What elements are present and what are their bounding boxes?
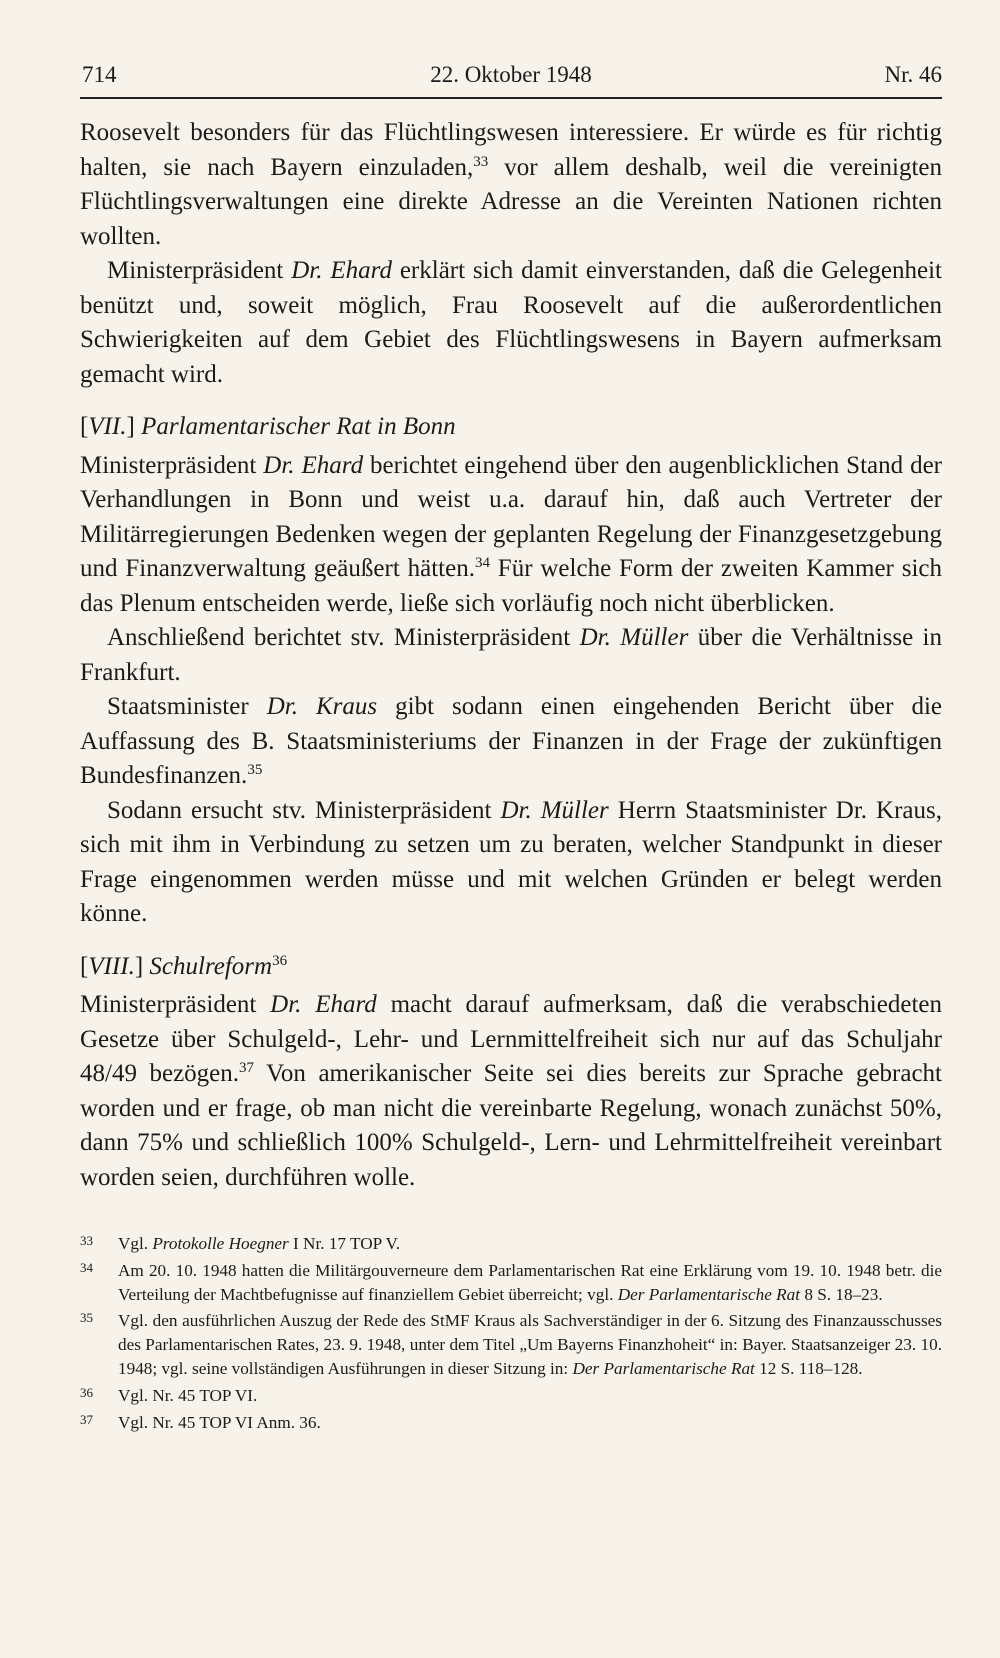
running-head: [80, 54, 942, 94]
document-number: Nr. 46: [884, 62, 942, 87]
footnote-number: 35: [80, 1310, 93, 1326]
person-name: Dr. Ehard: [291, 257, 392, 284]
paragraph-schulreform: [80, 988, 942, 1195]
text-run: Herrn Staatsminister Dr. Kraus, sich mit ihm in Verbindung zu setzen um zu beraten, welcher Standpunkt in dieser Frage eingenommen werden müsse und mit welchen Gründen er belegt werden könne.: [80, 796, 942, 927]
person-name: Dr. Müller: [500, 796, 609, 824]
text-run: Staatsminister: [107, 693, 267, 720]
footnote-text: 8 S. 18–23.: [800, 1284, 883, 1304]
page-number: 714: [82, 62, 117, 87]
footnote-citation: Der Parlamentarische Rat: [572, 1358, 755, 1378]
header-rule: [80, 97, 942, 99]
bracket: [: [80, 413, 89, 440]
section-title: Parlamentarischer Rat in Bonn: [141, 413, 456, 440]
footnote-text: Vgl. den ausführlichen Auszug der Rede des StMF Kraus als Sachverständiger in der 6. Sitzung des Finanzausschusses des Parlamentarischen Rates, 23. 9. 1948, unter dem Titel „Um Bayerns Finanzhoheit“ in: Bayer. Staatsanzeiger 23. 10. 1948; vgl. seine vollständigen Ausführungen in dieser Sitzung in:: [118, 1311, 942, 1378]
person-name: Dr. Kraus: [266, 693, 378, 720]
text-run: Anschließend berichtet stv. Ministerpräsident: [107, 624, 580, 651]
person-name: Dr. Ehard: [263, 451, 364, 479]
section-title: Schulreform: [149, 952, 273, 980]
section-number: VIII.: [88, 952, 135, 980]
paragraph-roosevelt: [80, 116, 942, 254]
text-run: Ministerpräsident: [107, 257, 292, 284]
bracket: ]: [126, 413, 142, 440]
footnote-number: 33: [80, 1233, 93, 1248]
section-number: VII.: [88, 413, 127, 440]
footnotes: [80, 1232, 942, 1437]
paragraph-ehard-consent: [80, 254, 942, 392]
footnote-35: [80, 1309, 942, 1380]
text-run: Ministerpräsident: [80, 991, 271, 1018]
header-date: 22. Oktober 1948: [430, 62, 592, 87]
section-heading-viii: [80, 950, 942, 985]
footnote-number: 37: [80, 1411, 93, 1427]
paragraph-frankfurt: [80, 621, 942, 690]
footnote-text: Am 20. 10. 1948 hatten die Militärgouverneure dem Parlamentarischen Rat eine Erklärung vom 19. 10. 1948 betr. die Verteilung der Machtbefugnisse auf finanziellem Gebiet überreicht; vgl.: [118, 1260, 942, 1304]
footnote-33: [80, 1232, 942, 1256]
section-heading-vii: [80, 410, 942, 445]
footnote-36: [80, 1384, 942, 1408]
text-run: Roosevelt besonders für das Flüchtlingswesen interessiere. Er würde es für richtig halten, sie nach Bayern einzuladen,: [80, 119, 942, 181]
footnote-ref-35[interactable]: 35: [247, 762, 263, 778]
text-run: Ministerpräsident: [80, 451, 264, 479]
text-run: berichtet eingehend über den augenblicklichen Stand der Verhandlungen in Bonn und weist u.a. darauf hin, daß auch Vertreter der Militärregierungen Bedenken wegen der geplanten Regelung der Finanzgesetzgebung und Finanzverwaltung geäußert hätten.: [80, 451, 942, 582]
footnote-number: 34: [80, 1259, 93, 1275]
footnote-ref-33[interactable]: 33: [473, 153, 489, 170]
document-page: [80, 0, 942, 1658]
text-run: Für welche Form der zweiten Kammer sich das Plenum entscheiden werde, ließe sich vorläufig noch nicht überblicken.: [80, 555, 942, 617]
footnote-citation: Protokolle Hoegner: [152, 1234, 289, 1253]
footnote-number: 36: [80, 1384, 93, 1400]
footnote-34: [80, 1259, 942, 1307]
paragraph-bonn-report: [80, 449, 942, 622]
main-text: [80, 116, 942, 1195]
person-name: Dr. Müller: [579, 624, 689, 651]
footnote-37: [80, 1411, 942, 1435]
paragraph-mueller-request: [80, 794, 942, 932]
footnote-citation: Der Parlamentarische Rat: [617, 1284, 801, 1304]
person-name: Dr. Ehard: [270, 991, 377, 1018]
text-run: Von amerikanischer Seite sei dies bereits zur Sprache gebracht worden und er frage, ob man nicht die vereinbarte Regelung, wonach zunächst 50%, dann 75% und schließlich 100% Schulgeld-, Lern- und Lehrmittelfreiheit vereinbart worden seien, durchführen wolle.: [80, 1060, 942, 1191]
text-run: vor allem deshalb, weil die vereinigten Flüchtlingsverwaltungen eine direkte Adresse an die Vereinten Nationen richten wollten.: [80, 153, 942, 250]
text-run: Sodann ersucht stv. Ministerpräsident: [107, 796, 501, 824]
bracket: ]: [134, 952, 150, 980]
text-run: über die Verhältnisse in Frankfurt.: [80, 624, 942, 686]
text-run: macht darauf aufmerksam, daß die verabschiedeten Gesetze über Schulgeld-, Lehr- und Lernmittelfreiheit sich nur auf das Schuljahr 48/49 bezögen.: [80, 991, 942, 1087]
paragraph-kraus-report: [80, 690, 942, 794]
footnote-text: Vgl.: [118, 1234, 153, 1253]
footnote-ref-36[interactable]: 36: [272, 952, 288, 969]
footnote-ref-37[interactable]: 37: [239, 1060, 255, 1076]
footnote-text: 12 S. 118–128.: [754, 1358, 863, 1378]
text-run: erklärt sich damit einverstanden, daß die Gelegenheit benützt und, soweit möglich, Frau Roosevelt auf die außerordentlichen Schwierigkeiten auf dem Gebiet des Flüchtlingswesens in Bayern aufmerksam gemacht wird.: [80, 257, 943, 388]
footnote-text: Vgl. Nr. 45 TOP VI.: [118, 1385, 258, 1405]
text-run: gibt sodann einen eingehenden Bericht über die Auffassung des B. Staatsministeriums der Finanzen in der Frage der zukünftigen Bundesfinanzen.: [80, 693, 943, 789]
footnote-ref-34[interactable]: 34: [474, 555, 490, 571]
footnote-text: I Nr. 17 TOP V.: [288, 1234, 401, 1253]
footnote-text: Vgl. Nr. 45 TOP VI Anm. 36.: [118, 1412, 321, 1432]
bracket: [: [80, 952, 89, 980]
